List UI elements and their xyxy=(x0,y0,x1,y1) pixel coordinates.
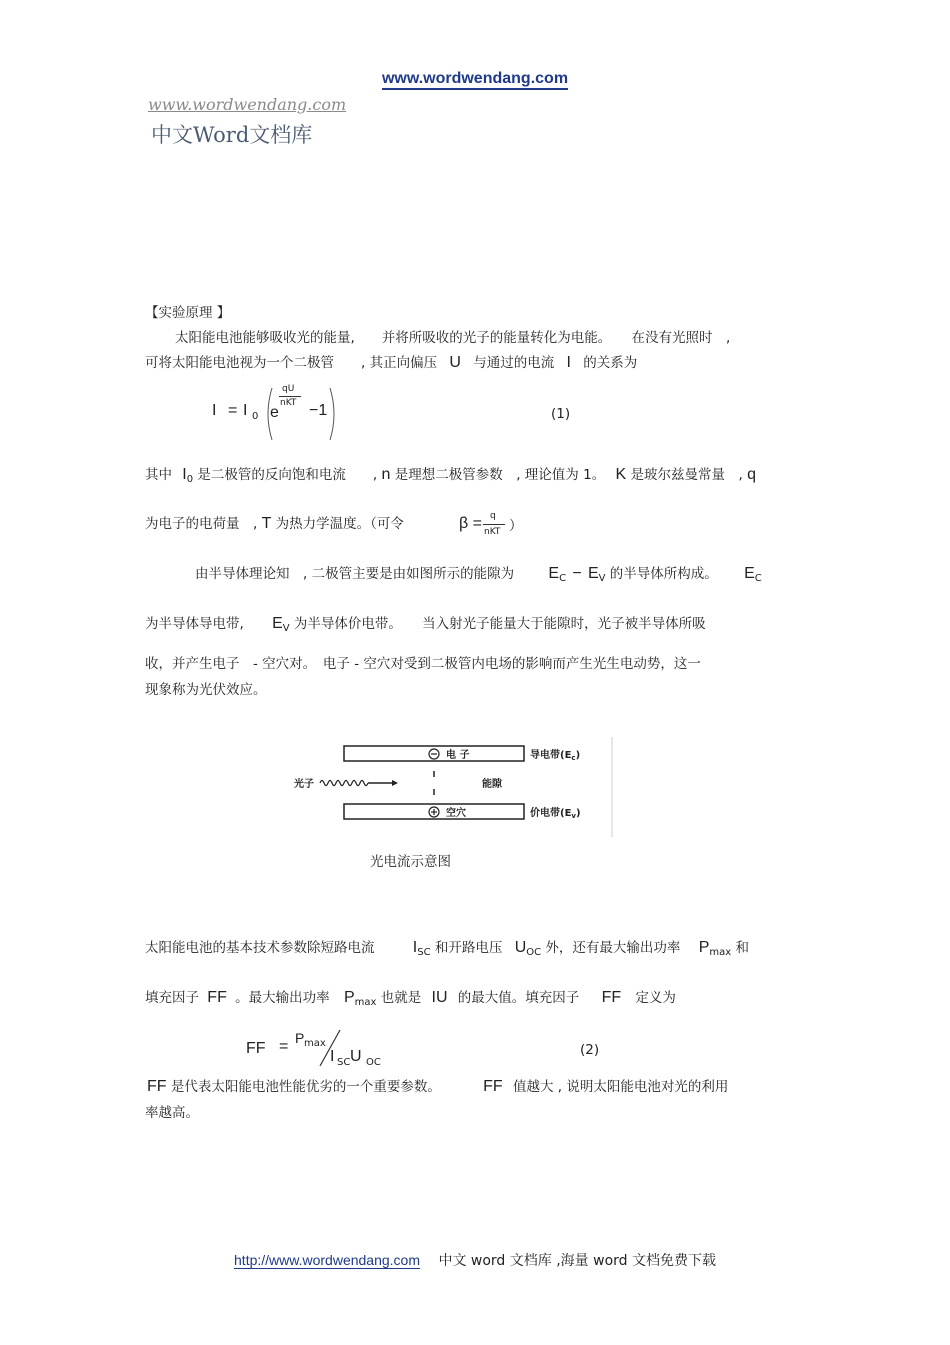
equation-2: FF = P max I SC U OC xyxy=(246,1030,381,1068)
section-title: 【实验原理 】 xyxy=(145,305,231,321)
header-url[interactable]: www.wordwendang.com xyxy=(0,70,950,88)
var-u: U xyxy=(449,354,461,371)
exp-fraction-bar xyxy=(279,396,301,397)
paragraph-6-line-2: 现象称为光伏效应。 xyxy=(145,682,267,698)
right-paren xyxy=(328,386,340,442)
paragraph-1-line-1: 太阳能电池能够吸收光的能量, 并将所吸收的光子的能量转化为电能。 在没有光照时 , xyxy=(175,330,731,346)
hole-label: 空穴 xyxy=(446,808,466,819)
footer-link[interactable]: http://www.wordwendang.com xyxy=(234,1252,420,1268)
paragraph-3: 为电子的电荷量 , T 为热力学温度。（可令 xyxy=(145,515,404,532)
paragraph-9-line-1: FF 是代表太阳能电池性能优劣的一个重要参数。 FF 值越大 , 说明太阳能电池对光的利用 xyxy=(147,1078,729,1095)
beta-definition: β = q nKT ） xyxy=(459,511,523,537)
paragraph-1-line-2: 可将太阳能电池视为一个二极管 , 其正向偏压 U 与通过的电流 I 的关系为 xyxy=(145,354,638,371)
logo-main-text: 中文Word文档库 xyxy=(151,123,313,147)
equation-2-number: (2) xyxy=(580,1042,600,1058)
photon-wave xyxy=(320,781,368,786)
paragraph-7: 太阳能电池的基本技术参数除短路电流 $I_{SC}$ 和开路电压 $U_{OC}$ 外，还有最大输出功率 $P_{max}$ 和 xyxy=(145,939,749,958)
paragraph-5: 为半导体导电带, $E_V$ 为半导体价电带。 当入射光子能量大于能隙时，光子被半导体所吸 xyxy=(145,615,706,634)
equation-1-number: (1) xyxy=(551,406,571,422)
gap-label: 能隙 xyxy=(482,779,502,790)
footer xyxy=(0,1250,950,1270)
paragraph-4: 由半导体理论知 , 二极管主要是由如图所示的能隙为 $E_C - E_V$ 的半导体所构成。 $E_C$ xyxy=(195,565,762,584)
photon-label: 光子 xyxy=(294,779,314,790)
footer-text: 中文 word 文档库 ,海量 word 文档免费下载 xyxy=(438,1253,716,1269)
paragraph-8: 填充因子 FF 。最大输出功率 $P_{max}$ 也就是 IU 的最大值。填充因子 FF 定义为 xyxy=(145,989,676,1008)
paragraph-6-line-1: 收，并产生电子 - 空穴对。 电子 - 空穴对受到二极管内电场的影响而产生光生电动势，这一 xyxy=(145,656,701,672)
paragraph-9-line-2: 率越高。 xyxy=(145,1105,199,1121)
var-i: I xyxy=(566,354,571,371)
electron-label: 电 子 xyxy=(446,750,470,761)
photocurrent-diagram xyxy=(292,737,622,842)
logo-url-text: www.wordwendang.com xyxy=(148,95,347,114)
diagram-caption: 光电流示意图 xyxy=(370,854,451,870)
paragraph-2: 其中 $I_0$ 是二极管的反向饱和电流 , n 是理想二极管参数 , 理论值为 1。 K 是玻尔兹曼常量 , q xyxy=(145,466,756,485)
conduction-band-label: 导电带$(E_c)$ xyxy=(530,750,581,762)
equation-1: I = I 0 e qU nKT −1 xyxy=(212,384,352,444)
site-logo xyxy=(145,95,347,153)
valence-band-label: 价电带$(E_v)$ xyxy=(530,808,581,820)
